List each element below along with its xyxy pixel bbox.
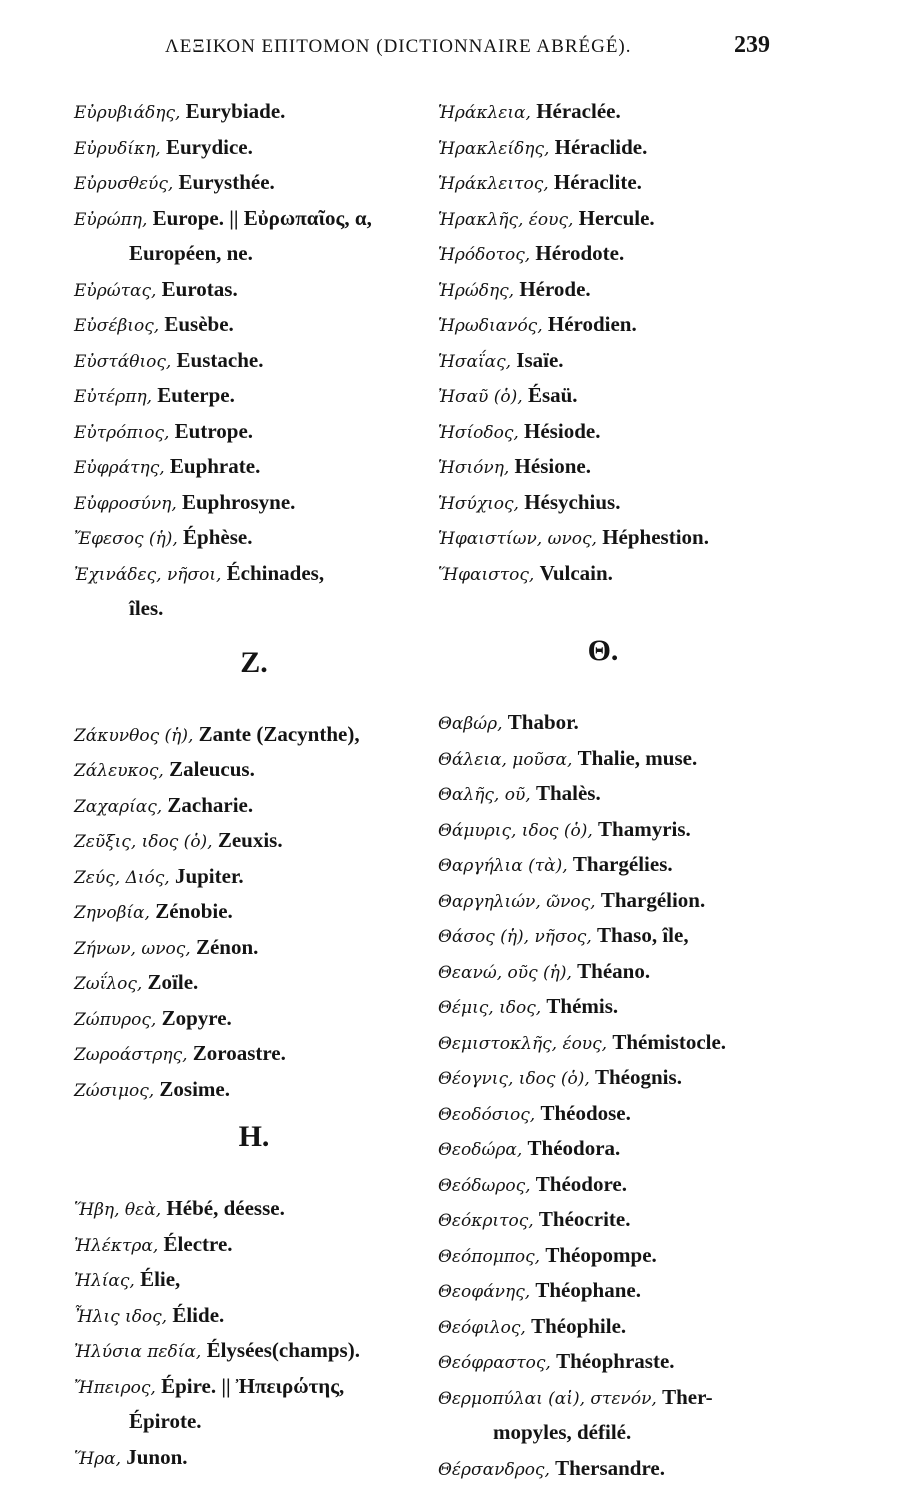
greek-headword: Ἡρακλείδης, — [438, 138, 550, 159]
dictionary-entry — [438, 883, 858, 919]
dictionary-entry — [74, 556, 449, 592]
dictionary-entry — [74, 894, 449, 930]
dictionary-entry — [74, 343, 449, 379]
greek-headword: Θεόφιλος, — [438, 1317, 526, 1338]
greek-headword: Εὐρώπη, — [74, 209, 148, 230]
dictionary-entry — [438, 94, 858, 130]
greek-headword: Ζήνων, ωνος, — [74, 938, 191, 959]
french-translation: Thalès. — [535, 781, 601, 805]
greek-headword: Ἐχινάδες, νῆσοι, — [74, 564, 222, 585]
french-translation: Ésaü. — [527, 383, 578, 407]
dictionary-entry — [74, 1191, 449, 1227]
dictionary-entry — [74, 717, 449, 753]
french-translation: Héraclite. — [553, 170, 642, 194]
dictionary-entry — [438, 343, 858, 379]
greek-headword: Ζαχαρίας, — [74, 796, 163, 817]
dictionary-entry — [438, 954, 858, 990]
french-translation: Épirote. — [129, 1409, 202, 1433]
french-translation: Théopompe. — [545, 1242, 657, 1267]
dictionary-entry — [74, 307, 449, 343]
french-translation: Thersandre. — [555, 1455, 665, 1480]
french-translation: Thémis. — [546, 994, 619, 1018]
greek-headword: Ἡράκλεια, — [438, 103, 531, 123]
dictionary-entry — [438, 1415, 858, 1451]
section-letter-theta: Θ. — [587, 634, 619, 667]
dictionary-entry — [74, 1001, 449, 1037]
greek-headword: Ζεύς, Διός, — [74, 867, 170, 888]
greek-headword: Ἡράκλειτος, — [438, 174, 549, 194]
dictionary-entry — [438, 1202, 858, 1238]
greek-headword: Ἦλις ιδος, — [74, 1306, 168, 1327]
french-translation: Éphèse. — [183, 525, 253, 549]
french-translation: mopyles, défilé. — [493, 1420, 632, 1444]
greek-headword: Ἡρώδης, — [438, 280, 515, 301]
dictionary-entry — [438, 414, 858, 450]
greek-headword: Θερμοπύλαι (αἱ), στενόν, — [438, 1388, 657, 1409]
dictionary-entry — [438, 1096, 858, 1132]
dictionary-entry — [438, 130, 858, 166]
french-translation: Eurybiade. — [185, 99, 286, 123]
french-translation: Eurotas. — [161, 276, 238, 301]
entries-h — [74, 1191, 449, 1475]
greek-headword: Ἡσίοδος, — [438, 422, 519, 443]
french-translation: Hercule. — [578, 205, 655, 230]
greek-headword: Ζάλευκος, — [74, 761, 164, 781]
greek-headword: Θεοφάνης, — [438, 1282, 531, 1302]
dictionary-entry — [438, 847, 858, 883]
dictionary-entry — [438, 485, 858, 521]
greek-headword: Ἤπειρος, — [74, 1377, 156, 1398]
greek-headword: Ζώπυρος, — [74, 1009, 157, 1030]
french-translation: Thalie, muse. — [577, 745, 698, 770]
dictionary-entry — [74, 1262, 449, 1298]
section-letter-z: Z. — [240, 645, 268, 679]
dictionary-entry — [438, 449, 858, 485]
running-title: ΛΕΞΙΚΟΝ ΕΠΙΤΟΜΟΝ (DICTIONNAIRE ABRÉGÉ). — [165, 36, 632, 57]
dictionary-entry — [74, 1404, 449, 1440]
dictionary-entry — [74, 788, 449, 824]
greek-headword: Ζωΐλος, — [74, 974, 143, 994]
greek-headword: Θάμυρις, ιδος (ὁ), — [438, 820, 593, 841]
french-translation: Europe. || Εὐρωπαῖος, α, — [152, 205, 372, 230]
greek-headword: Εὐρυσθεύς, — [74, 174, 174, 194]
greek-headword: Θαβώρ, — [438, 714, 503, 734]
dictionary-entry — [438, 1380, 858, 1416]
greek-headword: Ἡρωδιανός, — [438, 316, 543, 336]
greek-headword: Ἥρα, — [74, 1448, 121, 1469]
greek-headword: Θεόφραστος, — [438, 1353, 551, 1373]
dictionary-entry — [438, 520, 858, 556]
french-translation: Élysées(champs). — [206, 1338, 360, 1362]
french-translation: Théodora. — [527, 1136, 621, 1160]
dictionary-entry — [438, 1060, 858, 1096]
dictionary-entry — [74, 449, 449, 485]
french-translation: Zante (Zacynthe), — [198, 721, 360, 746]
dictionary-entry — [74, 591, 449, 627]
french-translation: Junon. — [126, 1444, 188, 1469]
greek-headword: Θαργήλια (τὰ), — [438, 856, 568, 876]
greek-headword: Ἥφαιστος, — [438, 564, 535, 585]
dictionary-entry — [74, 165, 449, 201]
french-translation: Isaïe. — [516, 347, 564, 372]
greek-headword: Θεανώ, οῦς (ἡ), — [438, 962, 572, 983]
french-translation: Théano. — [577, 958, 651, 983]
dictionary-entry — [438, 918, 858, 954]
french-translation: Eurydice. — [165, 134, 253, 159]
french-translation: Zeuxis. — [217, 828, 283, 852]
dictionary-entry — [74, 1072, 449, 1108]
right-column — [438, 94, 858, 1486]
page-number: 239 — [734, 32, 770, 58]
dictionary-entry — [438, 307, 858, 343]
greek-headword: Ἠλύσια πεδία, — [74, 1342, 202, 1362]
greek-headword: Ἡσιόνη, — [438, 458, 510, 478]
french-translation: Zoïle. — [147, 970, 199, 994]
dictionary-entry — [438, 201, 858, 237]
dictionary-entry — [438, 1309, 858, 1345]
french-translation: Hésychius. — [524, 489, 621, 514]
greek-headword: Θεόδωρος, — [438, 1175, 531, 1196]
dictionary-entry — [438, 1344, 858, 1380]
french-translation: îles. — [129, 596, 164, 620]
dictionary-entry — [74, 1440, 449, 1476]
greek-headword: Θάλεια, μοῦσα, — [438, 749, 573, 770]
french-translation: Hérodote. — [535, 241, 625, 265]
greek-headword: Ἡρόδοτος, — [438, 245, 531, 265]
dictionary-entry — [74, 859, 449, 895]
french-translation: Zacharie. — [167, 792, 254, 817]
french-translation: Élide. — [172, 1302, 225, 1327]
entries-e — [74, 94, 449, 627]
dictionary-entry — [438, 1167, 858, 1203]
greek-headword: Ἡσαΐας, — [438, 351, 512, 372]
french-translation: Euterpe. — [157, 383, 235, 407]
french-translation: Zénon. — [195, 934, 259, 959]
greek-headword: Εὐτρόπιος, — [74, 422, 170, 443]
french-translation: Théophane. — [535, 1278, 641, 1302]
dictionary-entry — [438, 1131, 858, 1167]
greek-headword: Ζεῦξις, ιδος (ὁ), — [74, 832, 213, 852]
french-translation: Thaso, île, — [596, 923, 689, 947]
french-translation: Hérodien. — [547, 312, 637, 336]
greek-headword: Θάσος (ἡ), νῆσος, — [438, 927, 592, 947]
french-translation: Euphrosyne. — [182, 489, 296, 514]
dictionary-entry — [438, 236, 858, 272]
greek-headword: Εὐφράτης, — [74, 458, 165, 478]
dictionary-entry — [74, 1369, 449, 1405]
french-translation: Héraclide. — [554, 134, 648, 159]
dictionary-entry — [74, 485, 449, 521]
french-translation: Thargélion. — [600, 887, 706, 912]
section-letter-h: H. — [238, 1120, 270, 1153]
greek-headword: Ζηνοβία, — [74, 903, 150, 923]
greek-headword: Ζώσιμος, — [74, 1080, 155, 1101]
french-translation: Européen, ne. — [129, 241, 253, 265]
french-translation: Zénobie. — [155, 899, 233, 923]
french-translation: Héphestion. — [602, 525, 709, 549]
greek-headword: Ἡφαιστίων, ωνος, — [438, 529, 597, 549]
french-translation: Eurysthée. — [178, 170, 275, 194]
dictionary-entry — [438, 556, 858, 592]
greek-headword: Εὐσέβιος, — [74, 316, 160, 336]
french-translation: Zoroastre. — [192, 1041, 286, 1065]
greek-headword: Ἥβη, θεὰ, — [74, 1200, 162, 1220]
greek-headword: Θέογνις, ιδος (ὁ), — [438, 1069, 590, 1089]
dictionary-entry — [74, 378, 449, 414]
greek-headword: Ἠλίας, — [74, 1271, 135, 1291]
dictionary-entry — [74, 752, 449, 788]
french-translation: Élie, — [140, 1267, 181, 1291]
french-translation: Hésione. — [514, 454, 591, 478]
french-translation: Électre. — [163, 1231, 233, 1256]
entries-theta — [438, 705, 858, 1486]
greek-headword: Εὐρώτας, — [74, 280, 157, 301]
french-translation: Ther- — [662, 1384, 713, 1409]
dictionary-entry — [74, 414, 449, 450]
greek-headword: Θεοδώρα, — [438, 1140, 523, 1160]
french-translation: Théognis. — [595, 1065, 682, 1089]
greek-headword: Εὐρυδίκη, — [74, 138, 161, 159]
left-column — [74, 94, 449, 1475]
dictionary-entry — [438, 1025, 858, 1061]
greek-headword: Θεόπομπος, — [438, 1246, 541, 1267]
entries-z — [74, 717, 449, 1108]
greek-headword: Εὐρυβιάδης, — [74, 103, 181, 123]
dictionary-entry — [74, 201, 449, 237]
dictionary-entry — [438, 1238, 858, 1274]
greek-headword: Θαλῆς, οῦ, — [438, 785, 531, 805]
french-translation: Eutrope. — [174, 418, 254, 443]
dictionary-entry — [74, 1333, 449, 1369]
french-translation: Hésiode. — [524, 418, 601, 443]
greek-headword: Θέρσανδρος, — [438, 1459, 550, 1480]
greek-headword: Ἡρακλῆς, έους, — [438, 209, 574, 230]
french-translation: Théodore. — [535, 1171, 627, 1196]
dictionary-entry — [438, 165, 858, 201]
dictionary-entry — [438, 989, 858, 1025]
greek-headword: Εὐτέρπη, — [74, 387, 153, 407]
dictionary-entry — [74, 1227, 449, 1263]
dictionary-entry — [438, 741, 858, 777]
french-translation: Vulcain. — [539, 560, 613, 585]
dictionary-entry — [438, 776, 858, 812]
dictionary-entry — [438, 378, 858, 414]
greek-headword: Θεοδόσιος, — [438, 1104, 536, 1125]
french-translation: Épire. || Ἠπειρώτης, — [161, 1373, 345, 1398]
greek-headword: Εὐφροσύνη, — [74, 493, 177, 514]
entries-h-continued — [438, 94, 858, 591]
dictionary-entry — [74, 823, 449, 859]
dictionary-entry — [74, 272, 449, 308]
french-translation: Échinades, — [226, 560, 325, 585]
dictionary-entry — [74, 520, 449, 556]
french-translation: Zopyre. — [161, 1005, 232, 1030]
french-translation: Thémistocle. — [612, 1029, 727, 1054]
french-translation: Théophile. — [531, 1313, 627, 1338]
dictionary-entry — [438, 272, 858, 308]
french-translation: Zosime. — [159, 1076, 230, 1101]
french-translation: Zaleucus. — [169, 757, 255, 781]
french-translation: Hébé, déesse. — [166, 1196, 285, 1220]
french-translation: Euphrate. — [169, 454, 261, 478]
french-translation: Thamyris. — [598, 816, 691, 841]
greek-headword: Θαργηλιών, ῶνος, — [438, 891, 596, 912]
french-translation: Eusèbe. — [164, 312, 234, 336]
dictionary-entry — [74, 930, 449, 966]
dictionary-entry — [438, 1451, 858, 1487]
dictionary-entry — [438, 812, 858, 848]
greek-headword: Θεόκριτος, — [438, 1211, 534, 1231]
dictionary-entry — [74, 94, 449, 130]
greek-headword: Ἡσύχιος, — [438, 493, 519, 514]
dictionary-entry — [74, 130, 449, 166]
french-translation: Théophraste. — [556, 1349, 675, 1373]
french-translation: Jupiter. — [174, 863, 244, 888]
dictionary-entry — [74, 1036, 449, 1072]
french-translation: Théodose. — [540, 1100, 631, 1125]
french-translation: Thabor. — [507, 710, 579, 734]
greek-headword: Θεμιστοκλῆς, έους, — [438, 1033, 608, 1054]
dictionary-entry — [438, 1273, 858, 1309]
dictionary-entry — [74, 1298, 449, 1334]
greek-headword: Ἠσαῦ (ὁ), — [438, 387, 523, 407]
greek-headword: Ἔφεσος (ἡ), — [74, 529, 178, 549]
greek-headword: Εὐστάθιος, — [74, 351, 172, 372]
greek-headword: Ζωροάστρης, — [74, 1045, 188, 1065]
greek-headword: Ζάκυνθος (ἡ), — [74, 725, 194, 746]
greek-headword: Ἠλέκτρα, — [74, 1235, 159, 1256]
french-translation: Thargélies. — [572, 852, 673, 876]
french-translation: Hérode. — [519, 276, 591, 301]
greek-headword: Θέμις, ιδος, — [438, 998, 542, 1018]
french-translation: Eustache. — [176, 347, 264, 372]
french-translation: Héraclée. — [536, 99, 621, 123]
dictionary-entry — [438, 705, 858, 741]
dictionary-entry — [74, 236, 449, 272]
french-translation: Théocrite. — [538, 1207, 631, 1231]
dictionary-entry — [74, 965, 449, 1001]
